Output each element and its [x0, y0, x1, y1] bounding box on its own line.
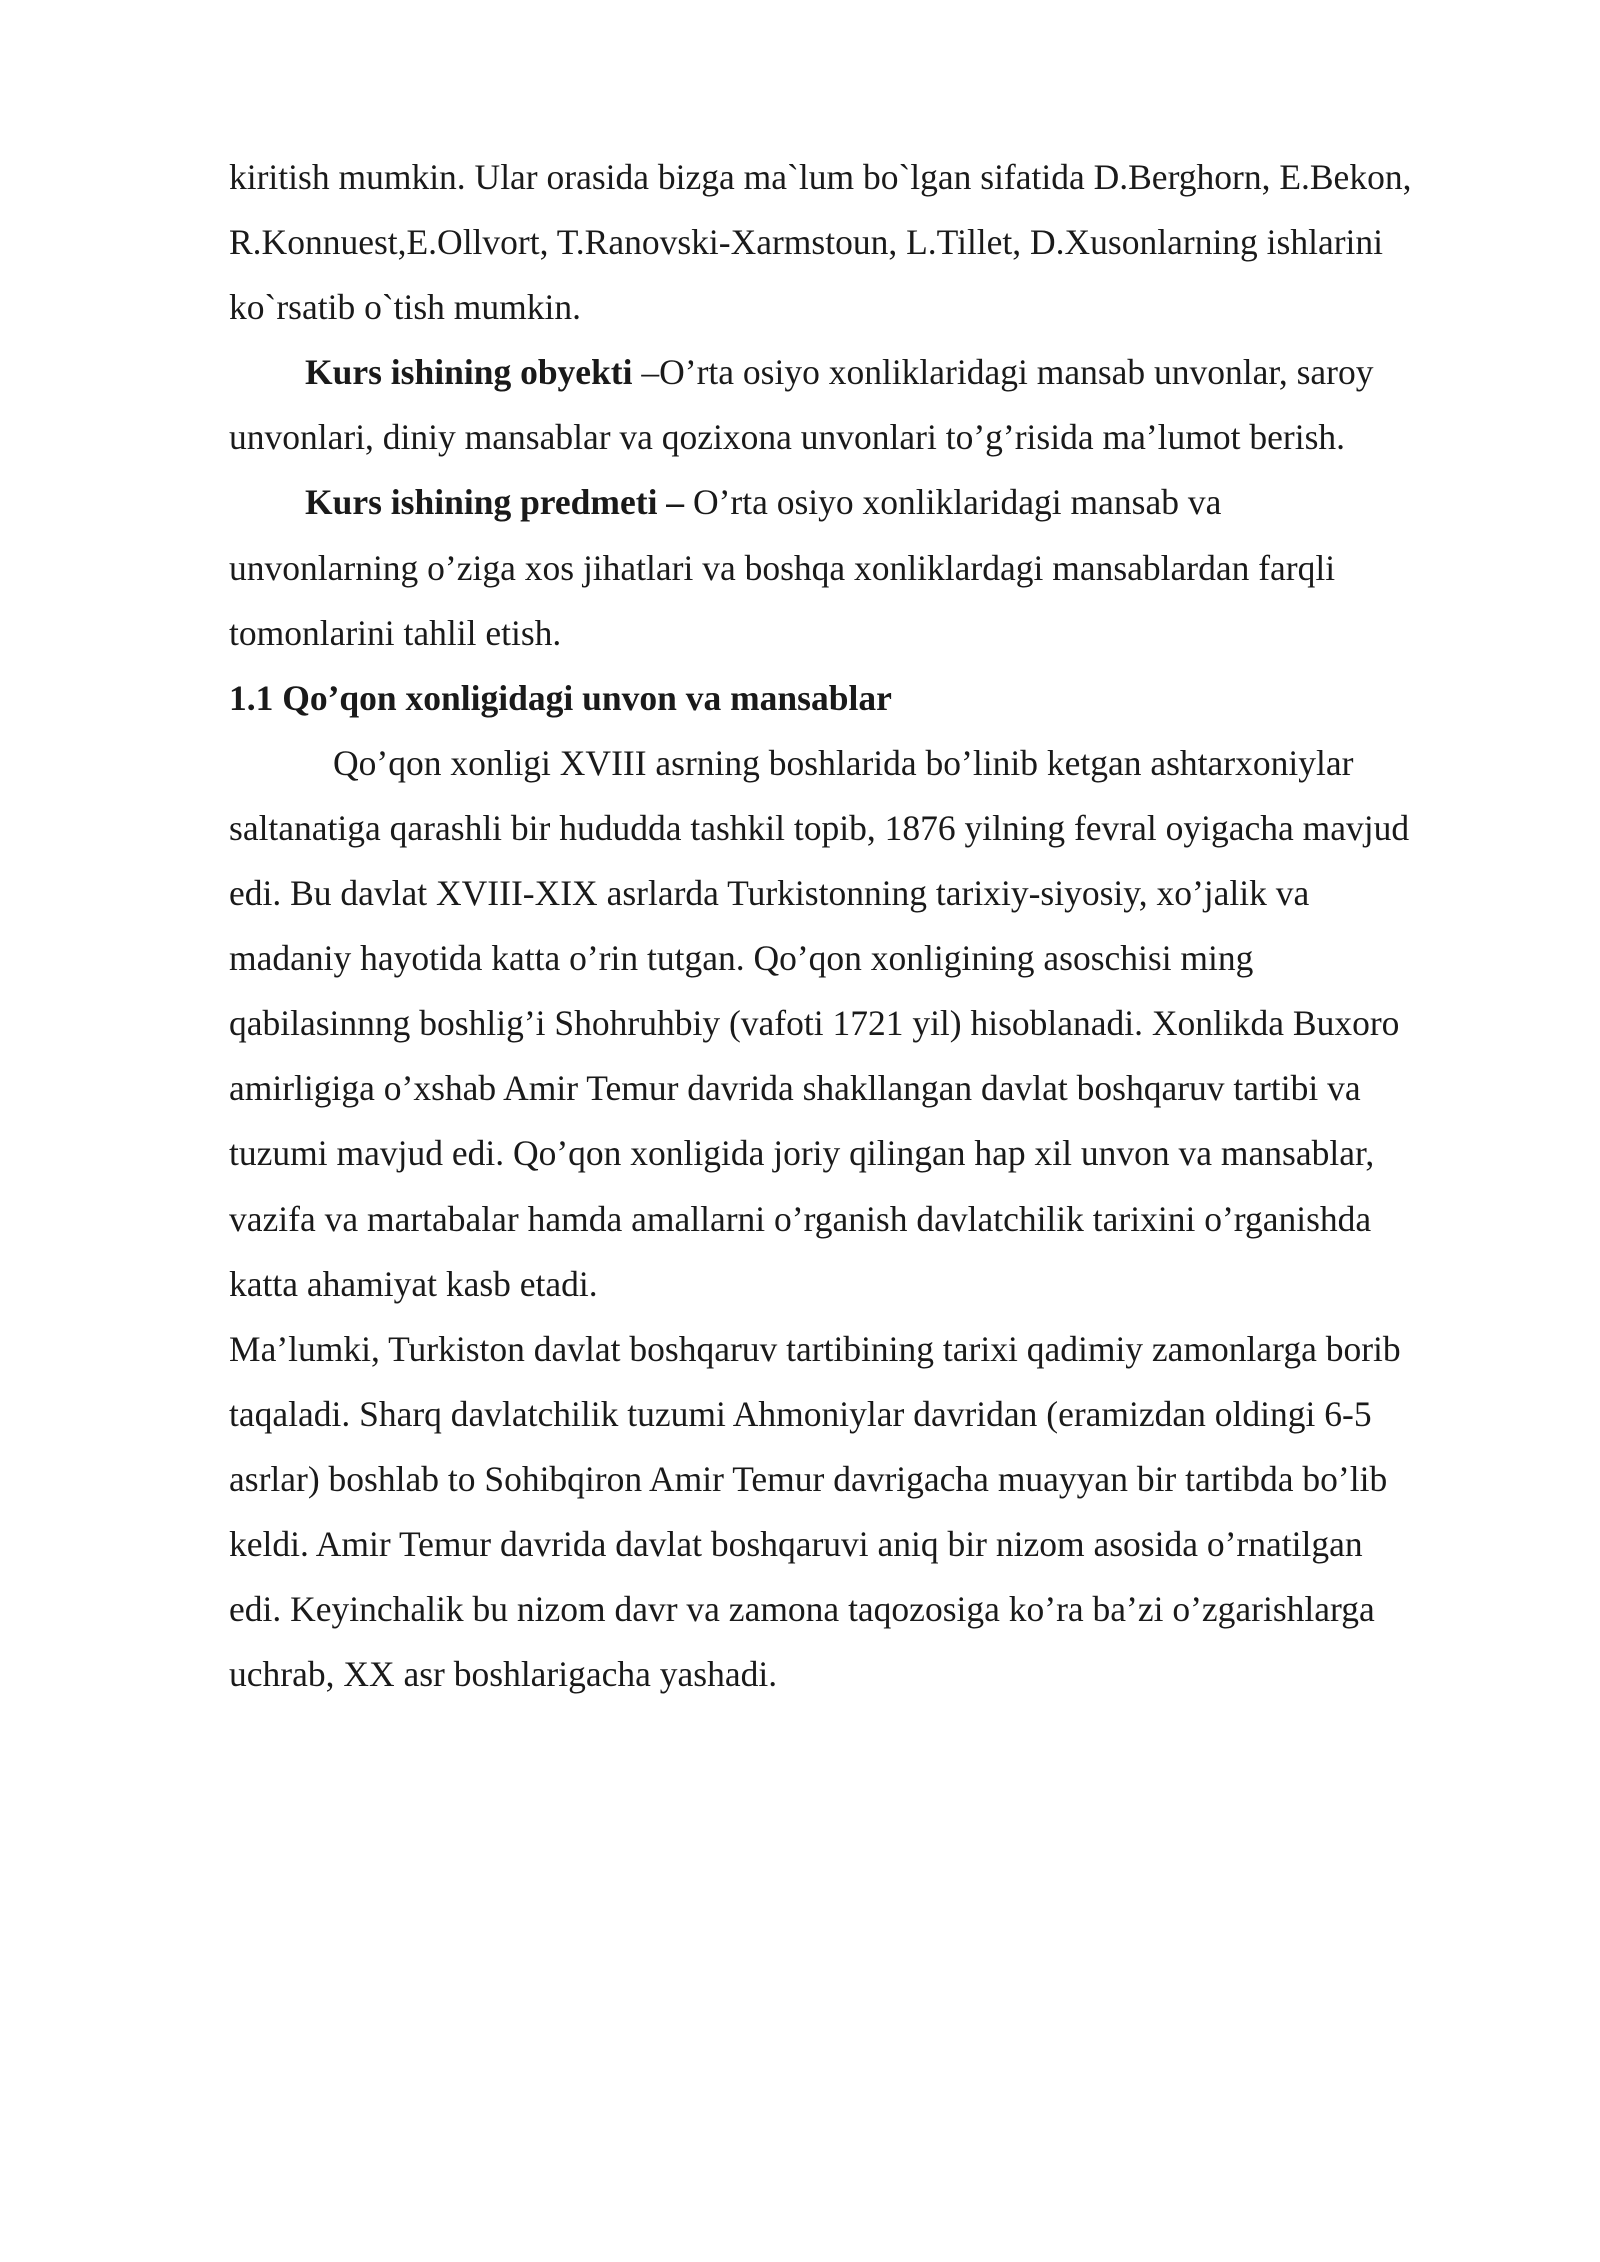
- text-line: unvonlarning o’ziga xos jihatlari va boshqa xonliklardagi mansablardan farqli: [229, 547, 1336, 588]
- text-line: asrlar) boshlab to Sohibqiron Amir Temur davrigacha muayyan bir tartibda bo’lib: [229, 1458, 1388, 1499]
- object-text: –O’rta osiyo xonliklaridagi mansab unvonlar, saroy: [632, 352, 1374, 393]
- text-line: vazifa va martabalar hamda amallarni o’rganish davlatchilik tarixini o’rganishda: [229, 1198, 1372, 1239]
- text-line: [229, 340, 1494, 405]
- text-line: R.Konnuest,E.Ollvort, T.Ranovski-Xarmstoun, L.Tillet, D.Xusonlarning ishlarini: [229, 222, 1384, 263]
- text-line: ko`rsatib o`tish mumkin.: [229, 287, 582, 328]
- text-line: kiritish mumkin. Ular orasida bizga ma`lum bo`lgan sifatida D.Berghorn, E.Bekon,: [229, 157, 1412, 197]
- text-line: edi. Bu davlat XVIII-XIX asrlarda Turkistonning tarixiy-siyosiy, xo’jalik va: [229, 873, 1310, 914]
- object-label: Kurs ishining obyekti: [305, 352, 633, 393]
- kokand-paragraph: [229, 731, 1494, 1317]
- text-line: taqaladi. Sharq davlatchilik tuzumi Ahmoniylar davridan (eramizdan oldingi 6-5: [229, 1393, 1372, 1434]
- subject-label: Kurs ishining predmeti –: [305, 482, 685, 523]
- section-heading: 1.1 Qo’qon xonligidagi unvon va mansablar: [229, 677, 892, 718]
- subject-text: O’rta osiyo xonliklaridagi mansab va: [684, 482, 1222, 523]
- text-line: keldi. Amir Temur davrida davlat boshqaruvi aniq bir nizom asosida o’rnatilgan: [229, 1523, 1363, 1564]
- text-line: edi. Keyinchalik bu nizom davr va zamona taqozosiga ko’ra ba’zi o’zgarishlarga: [229, 1589, 1375, 1630]
- intro-paragraph: [229, 145, 1494, 340]
- turkestan-paragraph: [229, 1317, 1494, 1708]
- text-line: Ma’lumki, Turkiston davlat boshqaruv tartibining tarixi qadimiy zamonlarga borib: [229, 1328, 1401, 1369]
- text-line: qabilasinnng boshlig’i Shohruhbiy (vafoti 1721 yil) hisoblanadi. Xonlikda Buxoro: [229, 1003, 1400, 1044]
- text-line: unvonlari, diniy mansablar va qozixona unvonlari to’g’risida ma’lumot berish.: [229, 417, 1346, 458]
- subject-paragraph: [229, 470, 1494, 665]
- text-line: uchrab, XX asr boshlarigacha yashadi.: [229, 1654, 778, 1695]
- text-line: tuzumi mavjud edi. Qo’qon xonligida joriy qilingan hap xil unvon va mansablar,: [229, 1133, 1375, 1174]
- text-line: madaniy hayotida katta o’rin tutgan. Qo’qon xonligining asoschisi ming: [229, 938, 1254, 979]
- text-line: tomonlarini tahlil etish.: [229, 612, 562, 653]
- text-line: [229, 470, 1494, 535]
- text-line: saltanatiga qarashli bir hududda tashkil topib, 1876 yilning fevral oyigacha mavjud: [229, 807, 1410, 848]
- text-line: Qo’qon xonligi XVIII asrning boshlarida bo’linib ketgan ashtarxoniylar: [333, 742, 1354, 783]
- text-line: katta ahamiyat kasb etadi.: [229, 1263, 598, 1304]
- object-paragraph: [229, 340, 1494, 470]
- document-body: [229, 145, 1494, 1707]
- text-line: amirligiga o’xshab Amir Temur davrida shakllangan davlat boshqaruv tartibi va: [229, 1068, 1361, 1109]
